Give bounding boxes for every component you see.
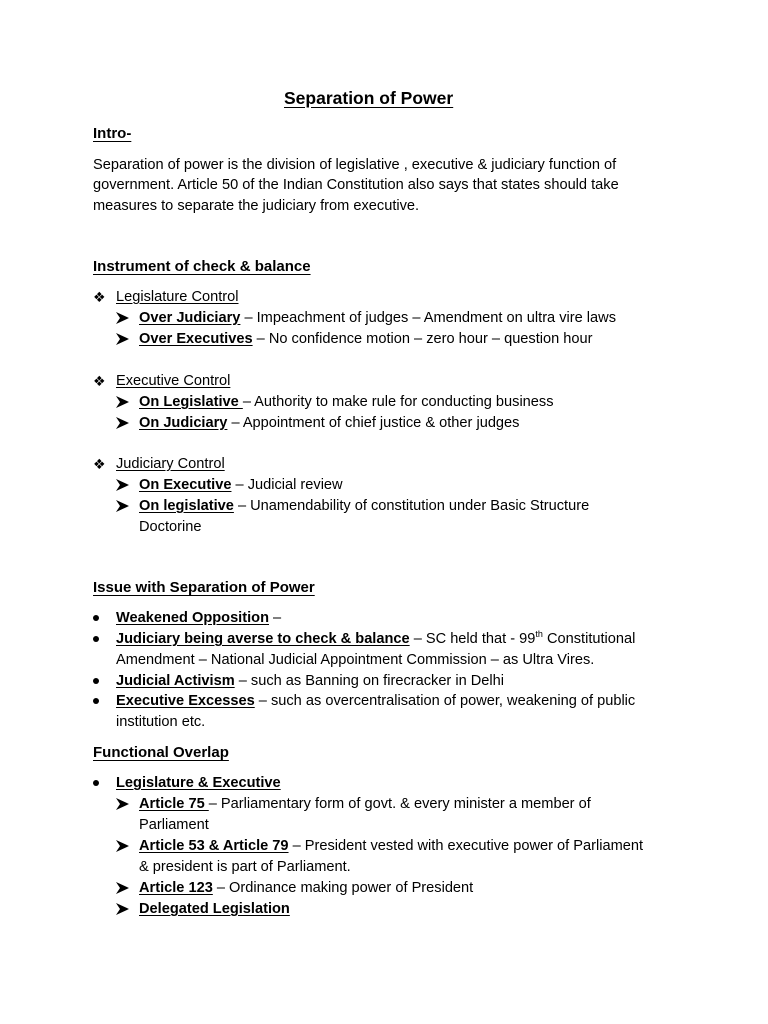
item-text: – President vested with executive power of Parliament: [288, 838, 644, 854]
item-text: Constitutional: [542, 631, 636, 647]
list-item: [116, 671, 504, 692]
item-label: On legislative: [139, 498, 234, 514]
group-label: Judiciary Control: [116, 456, 225, 472]
group-label: Legislature & Executive: [116, 775, 281, 791]
arrow-bullet-icon: [116, 417, 129, 429]
diamond-bullet-icon: ❖: [93, 289, 106, 305]
arrow-bullet-icon: [116, 903, 129, 915]
list-item: [139, 413, 519, 434]
item-label: Article 75: [139, 796, 209, 812]
list-item: [116, 691, 635, 712]
diamond-bullet-icon: ❖: [93, 456, 106, 472]
list-item-continuation: Parliament: [139, 817, 209, 833]
item-text: – Unamendability of constitution under Basic Structure: [233, 498, 590, 514]
arrow-bullet-icon: [116, 396, 129, 408]
intro-line: government. Article 50 of the Indian Constitution also says that states should take: [93, 177, 619, 193]
item-label: On Judiciary: [139, 415, 228, 431]
bullet-dot-icon: [93, 780, 99, 786]
item-label: Executive Excesses: [116, 693, 255, 709]
arrow-bullet-icon: [116, 500, 129, 512]
group-label: Executive Control: [116, 373, 231, 389]
bullet-dot-icon: [93, 698, 99, 704]
list-item: [116, 608, 281, 629]
arrow-bullet-icon: [116, 312, 129, 324]
section-heading-instrument: Instrument of check & balance: [93, 258, 311, 275]
page-title: Separation of Power: [284, 88, 454, 108]
group-label: Legislature Control: [116, 289, 239, 305]
item-label: Delegated Legislation: [139, 901, 290, 917]
list-item-continuation: Amendment – National Judicial Appointment Commission – as Ultra Vires.: [116, 652, 595, 668]
list-item: [139, 329, 593, 350]
list-item-continuation: Doctorine: [139, 519, 202, 535]
item-text: – Authority to make rule for conducting business: [242, 394, 554, 410]
item-label: Judicial Activism: [116, 673, 235, 689]
item-label: Over Executives: [139, 331, 253, 347]
item-text: –: [269, 610, 282, 626]
item-label: Weakened Opposition: [116, 610, 269, 626]
diamond-bullet-icon: ❖: [93, 373, 106, 389]
list-item-continuation: institution etc.: [116, 714, 206, 730]
list-item: [139, 496, 589, 517]
bullet-dot-icon: [93, 615, 99, 621]
intro-line: Separation of power is the division of legislative , executive & judiciary function of: [93, 157, 617, 173]
arrow-bullet-icon: [116, 840, 129, 852]
list-item: [139, 392, 554, 413]
intro-heading: Intro-: [93, 125, 132, 142]
item-text: – Parliamentary form of govt. & every minister a member of: [208, 796, 591, 812]
list-item: [116, 629, 635, 650]
item-text: – such as Banning on firecracker in Delhi: [234, 673, 505, 689]
item-label: On Legislative: [139, 394, 243, 410]
arrow-bullet-icon: [116, 479, 129, 491]
section-heading-issue: Issue with Separation of Power: [93, 579, 315, 596]
item-label: Over Judiciary: [139, 310, 241, 326]
item-text: – Appointment of chief justice & other judges: [227, 415, 520, 431]
arrow-bullet-icon: [116, 882, 129, 894]
list-item: [139, 878, 473, 899]
bullet-dot-icon: [93, 636, 99, 642]
section-heading-overlap: Functional Overlap: [93, 744, 229, 761]
item-text: – SC held that - 99: [409, 631, 536, 647]
arrow-bullet-icon: [116, 333, 129, 345]
item-label: Judiciary being averse to check & balance: [116, 631, 410, 647]
list-item: [139, 899, 290, 920]
item-text: – such as overcentralisation of power, weakening of public: [254, 693, 636, 709]
item-text: – Judicial review: [231, 477, 343, 493]
arrow-bullet-icon: [116, 798, 129, 810]
list-item: [139, 836, 643, 857]
item-label: Article 123: [139, 880, 213, 896]
intro-line: measures to separate the judiciary from executive.: [93, 198, 420, 214]
item-label: Article 53 & Article 79: [139, 838, 289, 854]
list-item-continuation: & president is part of Parliament.: [139, 859, 351, 875]
item-text: – Impeachment of judges – Amendment on ultra vire laws: [240, 310, 616, 326]
item-label: On Executive: [139, 477, 232, 493]
item-text: – Ordinance making power of President: [212, 880, 474, 896]
list-item: [139, 794, 591, 815]
bullet-dot-icon: [93, 678, 99, 684]
list-item: [139, 475, 343, 496]
item-text: – No confidence motion – zero hour – question hour: [252, 331, 593, 347]
list-item: [139, 308, 616, 329]
superscript: th: [535, 629, 543, 640]
